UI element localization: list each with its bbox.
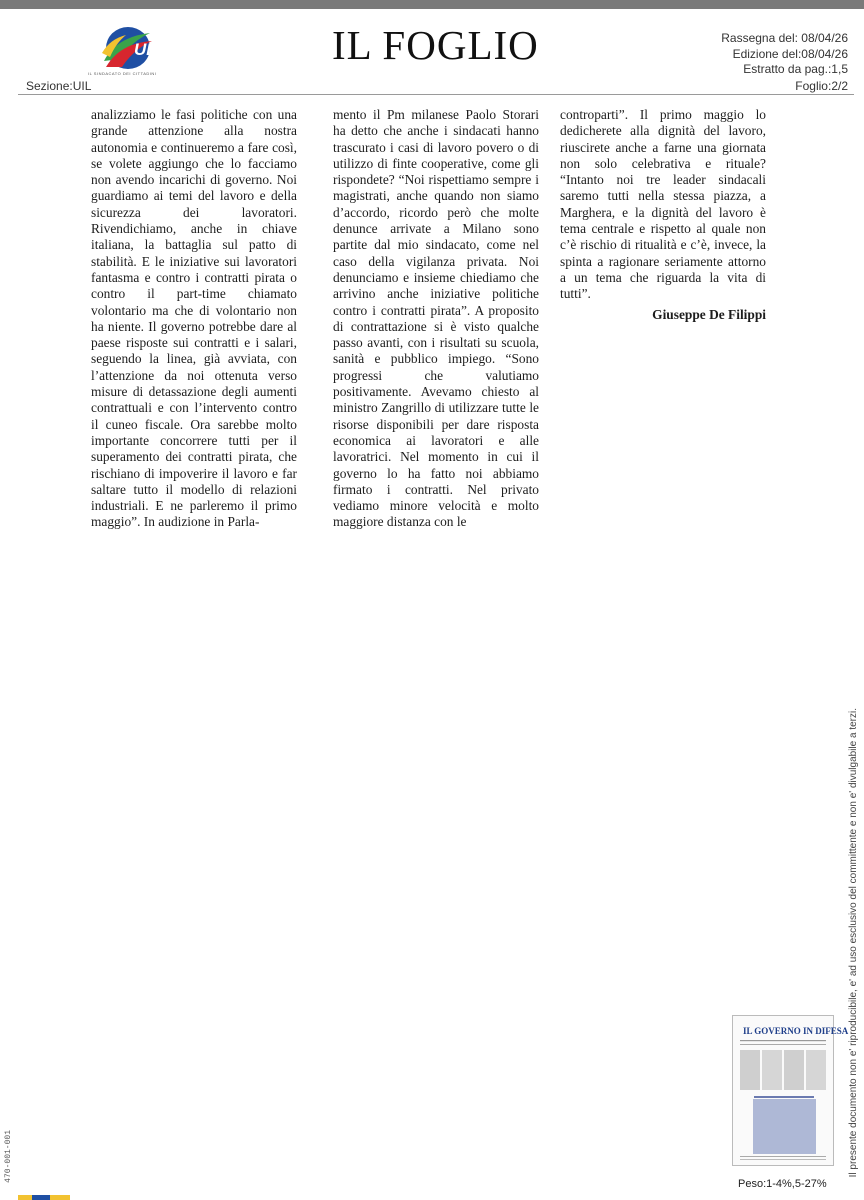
logo-text: UIL bbox=[134, 40, 162, 59]
thumbnail-highlight-line bbox=[754, 1096, 814, 1098]
article-column-2 bbox=[333, 107, 539, 531]
article-text-col1: analizziamo le fasi politiche con una grande attenzione alla nostra autonomia e continueremo a fare così, se volete aggiungo che lo facciamo non avendo incarichi di governo. Noi guardiamo ai temi del lavoro e della sicurezza dei lavoratori. Rivendichiamo, anche in chiave italiana, la battaglia sul patto di stabilità. E le iniziative sui lavoratori fantasma e contro i contratti pirata o contro il part-time chiamato volontario ma che di volontario non ha niente. Il governo potrebbe dare al paese risposte sui contratti e i salari, seguendo la linea, già avviata, con l’attenzione da noi ottenuta verso misure di detassazione degli aumenti contrattuali e con l’intervento contro il cuneo fiscale. Ora sarebbe molto importante concorrere tutti per il superamento dei contratti pirata, che rischiano di impoverire il lavoro e far saltare tutto il modello di relazioni industriali. E ne parleremo il primo maggio”. In audizione in Parla- bbox=[91, 107, 297, 530]
header-divider bbox=[18, 94, 854, 95]
weight-label: Peso:1-4%,5-27% bbox=[738, 1178, 827, 1190]
top-bar bbox=[0, 0, 864, 9]
thumbnail-highlight-block bbox=[753, 1099, 816, 1154]
estratto-pages: Estratto da pag.:1,5 bbox=[743, 62, 848, 76]
article-text-col2: mento il Pm milanese Paolo Storari ha detto che anche i sindacati hanno trascurato i casi di lavoro povero o di utilizzo di finte cooperative, come gli rispondete? “Noi rispettiamo sempre i magistrati, anche quando non siamo d’accordo, ricordo però che molte denunce arrivate a Milano sono partite dal mio sindacato, come nel caso della vigilanza privata. Noi denunciamo e insieme chiediamo che arrivino anche iniziative politiche contro i contratti pirata”. A proposito di contrattazione si è visto qualche passo avanti, con i risultati su scuola, sanità e pubblico impiego. “Sono progressi che valutiamo positivamente. Avevamo chiesto al ministro Zangrillo di utilizzare tutte le risorse disponibili per dare risposta economica ai lavoratori e alle lavoratrici. Nel momento in cui il governo lo ha fatto noi abbiamo firmato i contratti. Nel privato vediamo minore velocità e molto maggiore distanza con le bbox=[333, 107, 539, 530]
footer-logo-fragment bbox=[18, 1192, 78, 1200]
clipping-meta bbox=[721, 31, 848, 78]
article-text-col3: controparti”. Il primo maggio lo dedicherete alla dignità del lavoro, riuscirete anche a farne una giornata non solo celebrativa e rituale? “Intanto noi tre leader sindacali saremo tutti nella stessa piazza, a Marghera, e la dignità del lavoro è tema centrale e rispetto al quale non c’è rischio di ritualità e c’è, invece, la spinta a ragionare seriamente attorno a un tema che riguarda la vita di tutti”. bbox=[560, 107, 766, 302]
logo-subtext: IL SINDACATO DEI CITTADINI bbox=[88, 71, 157, 76]
article-column-1 bbox=[91, 107, 297, 531]
page-thumbnail bbox=[732, 1015, 849, 1166]
edizione-date: Edizione del:08/04/26 bbox=[732, 46, 848, 61]
article-column-3 bbox=[560, 107, 766, 323]
foglio-label: Foglio:2/2 bbox=[795, 79, 848, 93]
rassegna-date: Rassegna del: 08/04/26 bbox=[721, 31, 848, 45]
document-code: 470-001-001 bbox=[4, 1130, 13, 1183]
masthead: IL FOGLIO bbox=[332, 22, 539, 68]
thumbnail-title: IL GOVERNO IN DIFESA bbox=[743, 1026, 849, 1036]
copyright-disclaimer: Il presente documento non e' riproducibile, e' ad uso esclusivo del committente e non e' divulgabile a terzi. bbox=[848, 708, 859, 1178]
author-signature: Giuseppe De Filippi bbox=[652, 306, 766, 322]
sezione-label: Sezione:UIL bbox=[26, 79, 92, 93]
